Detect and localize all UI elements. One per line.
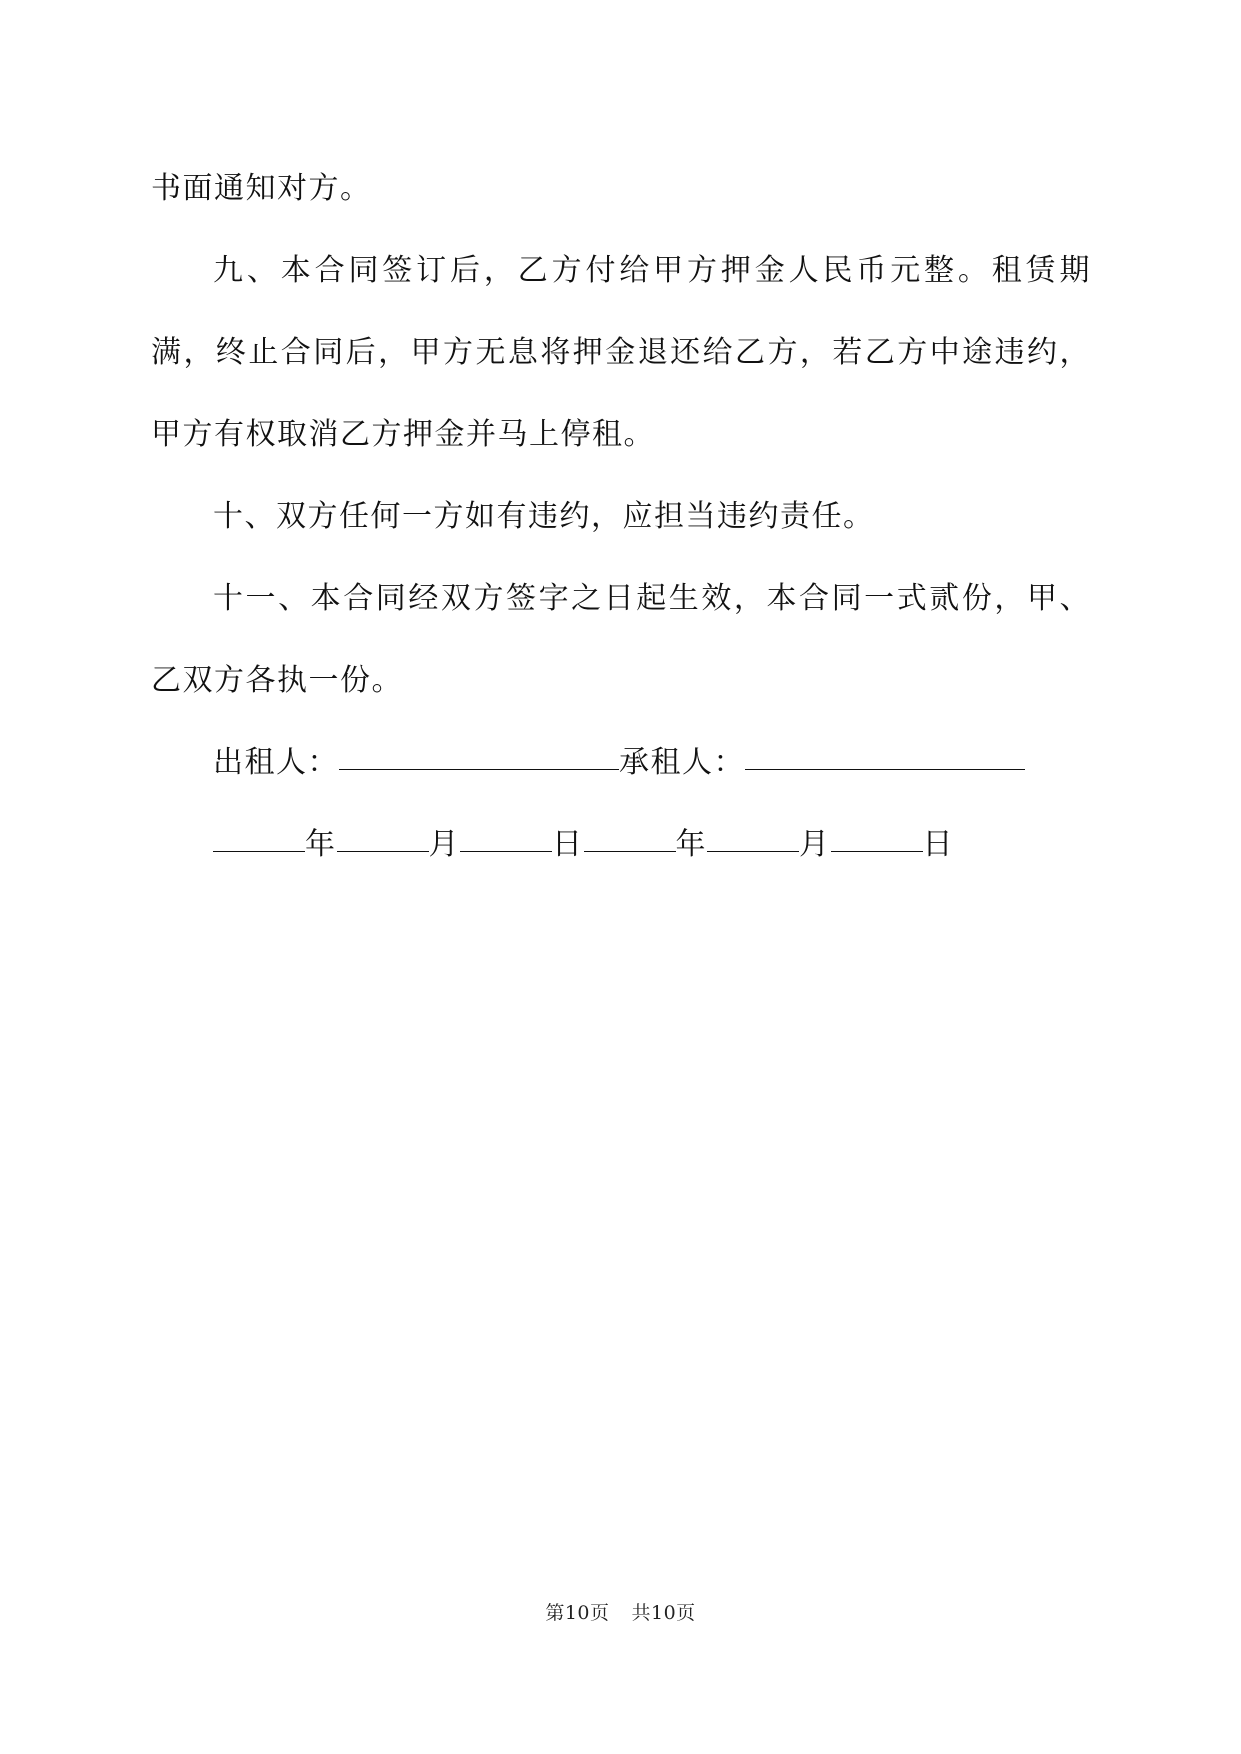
lessor-day-unit: 日: [552, 827, 584, 862]
lessor-day-blank: [460, 821, 552, 852]
lessor-year-unit: 年: [305, 827, 337, 862]
page-total: 共10页: [631, 1602, 696, 1624]
page-current: 第10页: [545, 1602, 610, 1624]
lessor-signature-blank: [339, 739, 619, 770]
lessee-year-blank: [584, 821, 676, 852]
date-line: [151, 804, 1091, 886]
paragraph-clause-9: 九、本合同签订后，乙方付给甲方押金人民币元整。租赁期满，终止合同后，甲方无息将押金退还给乙方，若乙方中途违约，甲方有权取消乙方押金并马上停租。: [151, 253, 1091, 452]
lessee-label: 承租人：: [619, 745, 745, 780]
signature-line: [151, 722, 1091, 804]
lessor-month-unit: 月: [428, 827, 460, 862]
document-body: [151, 148, 1091, 886]
lessee-year-unit: 年: [675, 827, 707, 862]
page-footer: [0, 1598, 1241, 1625]
lessor-label: 出租人：: [213, 745, 339, 780]
paragraph-continuation: 书面通知对方。: [151, 171, 372, 206]
lessor-month-blank: [337, 821, 429, 852]
paragraph-clause-10: 十、双方任何一方如有违约，应担当违约责任。: [213, 499, 875, 534]
lessee-month-blank: [707, 821, 799, 852]
lessee-month-unit: 月: [799, 827, 831, 862]
lessee-day-blank: [831, 821, 923, 852]
lessee-signature-blank: [745, 739, 1025, 770]
paragraph-clause-11: 十一、本合同经双方签字之日起生效，本合同一式贰份，甲、乙双方各执一份。: [151, 581, 1091, 698]
lessee-day-unit: 日: [922, 827, 954, 862]
lessor-year-blank: [213, 821, 305, 852]
